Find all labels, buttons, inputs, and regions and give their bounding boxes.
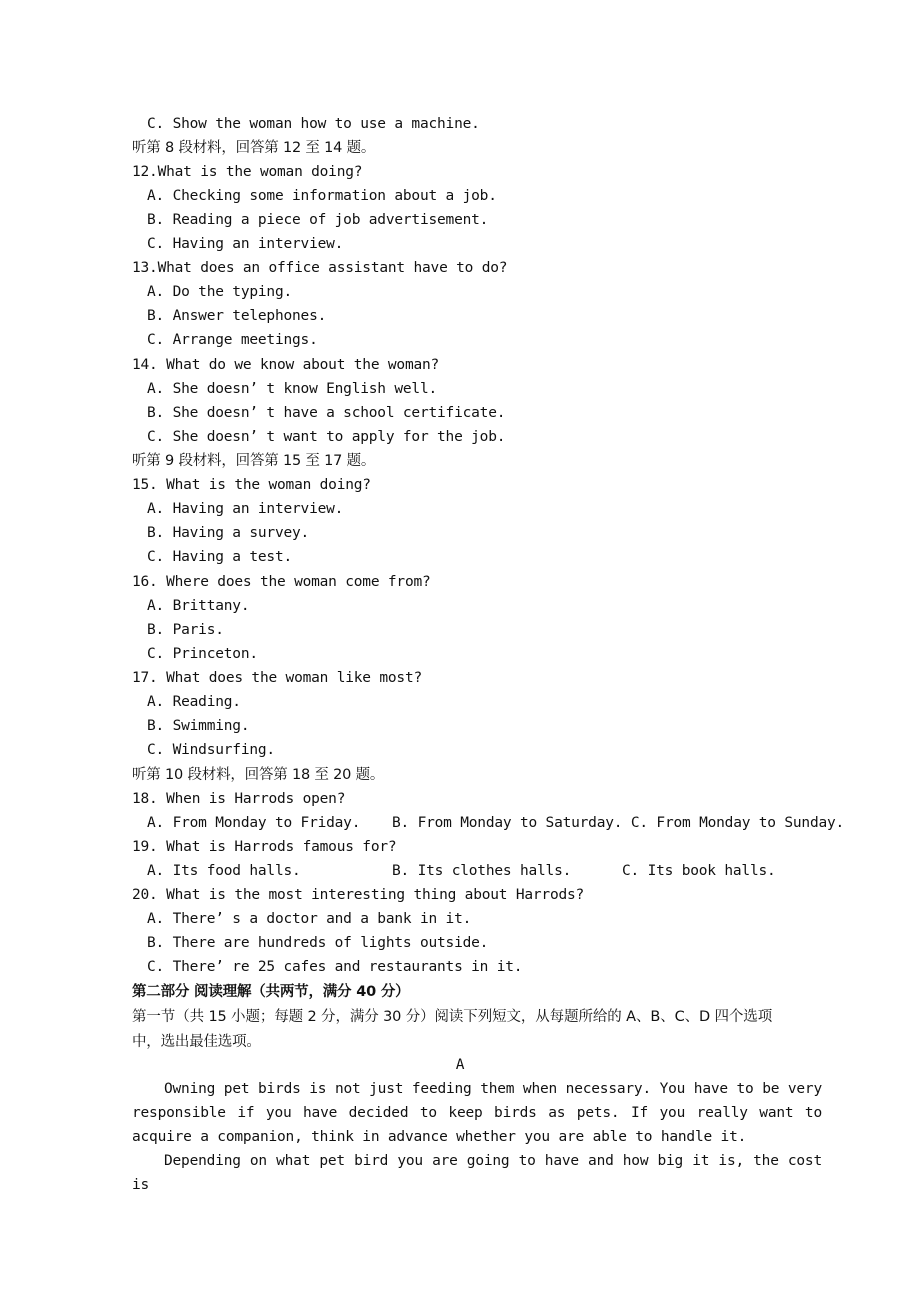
q16-option-a: A. Brittany. bbox=[147, 598, 250, 614]
question-14: 14. What do we know about the woman? bbox=[132, 357, 440, 373]
section-9-instruction: 听第 9 段材料，回答第 15 至 17 题。 bbox=[132, 453, 376, 469]
q13-option-b: B. Answer telephones. bbox=[147, 308, 327, 324]
question-17: 17. What does the woman like most? bbox=[132, 670, 423, 686]
section-10-instruction: 听第 10 段材料，回答第 18 至 20 题。 bbox=[132, 767, 385, 783]
q20-option-b: B. There are hundreds of lights outside. bbox=[147, 935, 489, 951]
q17-option-c: C. Windsurfing. bbox=[147, 742, 275, 758]
passage-paragraph-2: Depending on what pet bird you are going to have and how big it is, the cost is bbox=[132, 1153, 822, 1193]
q17-option-a: A. Reading. bbox=[147, 694, 241, 710]
q12-option-c: C. Having an interview. bbox=[147, 236, 344, 252]
option-c-prev: C. Show the woman how to use a machine. bbox=[147, 116, 480, 132]
passage-paragraph-1: Owning pet birds is not just feeding them when necessary. You have to be very responsible if you have decided to keep birds as pets. If you really want to acquire a companion, think in advance whether you are able to handle it. bbox=[132, 1081, 822, 1145]
q19-option-c: C. Its book halls. bbox=[622, 863, 776, 879]
q15-option-a: A. Having an interview. bbox=[147, 501, 344, 517]
q15-option-b: B. Having a survey. bbox=[147, 525, 310, 541]
question-13: 13.What does an office assistant have to do? bbox=[132, 260, 508, 276]
q20-option-a: A. There’ s a doctor and a bank in it. bbox=[147, 911, 472, 927]
q19-option-b: B. Its clothes halls. bbox=[392, 863, 572, 879]
q16-option-b: B. Paris. bbox=[147, 622, 224, 638]
q20-option-c: C. There’ re 25 cafes and restaurants in it. bbox=[147, 959, 523, 975]
q14-option-c: C. She doesn’ t want to apply for the job. bbox=[147, 429, 506, 445]
question-12: 12.What is the woman doing? bbox=[132, 164, 363, 180]
q13-option-c: C. Arrange meetings. bbox=[147, 332, 318, 348]
q18-option-a: A. From Monday to Friday. bbox=[147, 815, 361, 831]
q18-option-bc: B. From Monday to Saturday. C. From Monday to Sunday. bbox=[392, 815, 845, 831]
question-19: 19. What is Harrods famous for? bbox=[132, 839, 397, 855]
section-1-instruction: 第一节（共 15 小题；每题 2 分，满分 30 分）阅读下列短文，从每题所给的 A、B、C、D 四个选项中，选出最佳选项。 bbox=[132, 1009, 772, 1050]
q12-option-a: A. Checking some information about a job. bbox=[147, 188, 497, 204]
question-16: 16. Where does the woman come from? bbox=[132, 574, 431, 590]
q14-option-b: B. She doesn’ t have a school certificate. bbox=[147, 405, 506, 421]
q12-option-b: B. Reading a piece of job advertisement. bbox=[147, 212, 489, 228]
q14-option-a: A. She doesn’ t know English well. bbox=[147, 381, 438, 397]
question-18: 18. When is Harrods open? bbox=[132, 791, 346, 807]
q15-option-c: C. Having a test. bbox=[147, 549, 293, 565]
question-20: 20. What is the most interesting thing about Harrods? bbox=[132, 887, 585, 903]
q17-option-b: B. Swimming. bbox=[147, 718, 250, 734]
part-2-heading: 第二部分 阅读理解（共两节，满分 40 分） bbox=[132, 984, 410, 1000]
passage-label: A bbox=[455, 1057, 465, 1073]
section-8-instruction: 听第 8 段材料，回答第 12 至 14 题。 bbox=[132, 140, 376, 156]
question-15: 15. What is the woman doing? bbox=[132, 477, 371, 493]
q13-option-a: A. Do the typing. bbox=[147, 284, 293, 300]
q19-option-a: A. Its food halls. bbox=[147, 863, 301, 879]
q16-option-c: C. Princeton. bbox=[147, 646, 258, 662]
